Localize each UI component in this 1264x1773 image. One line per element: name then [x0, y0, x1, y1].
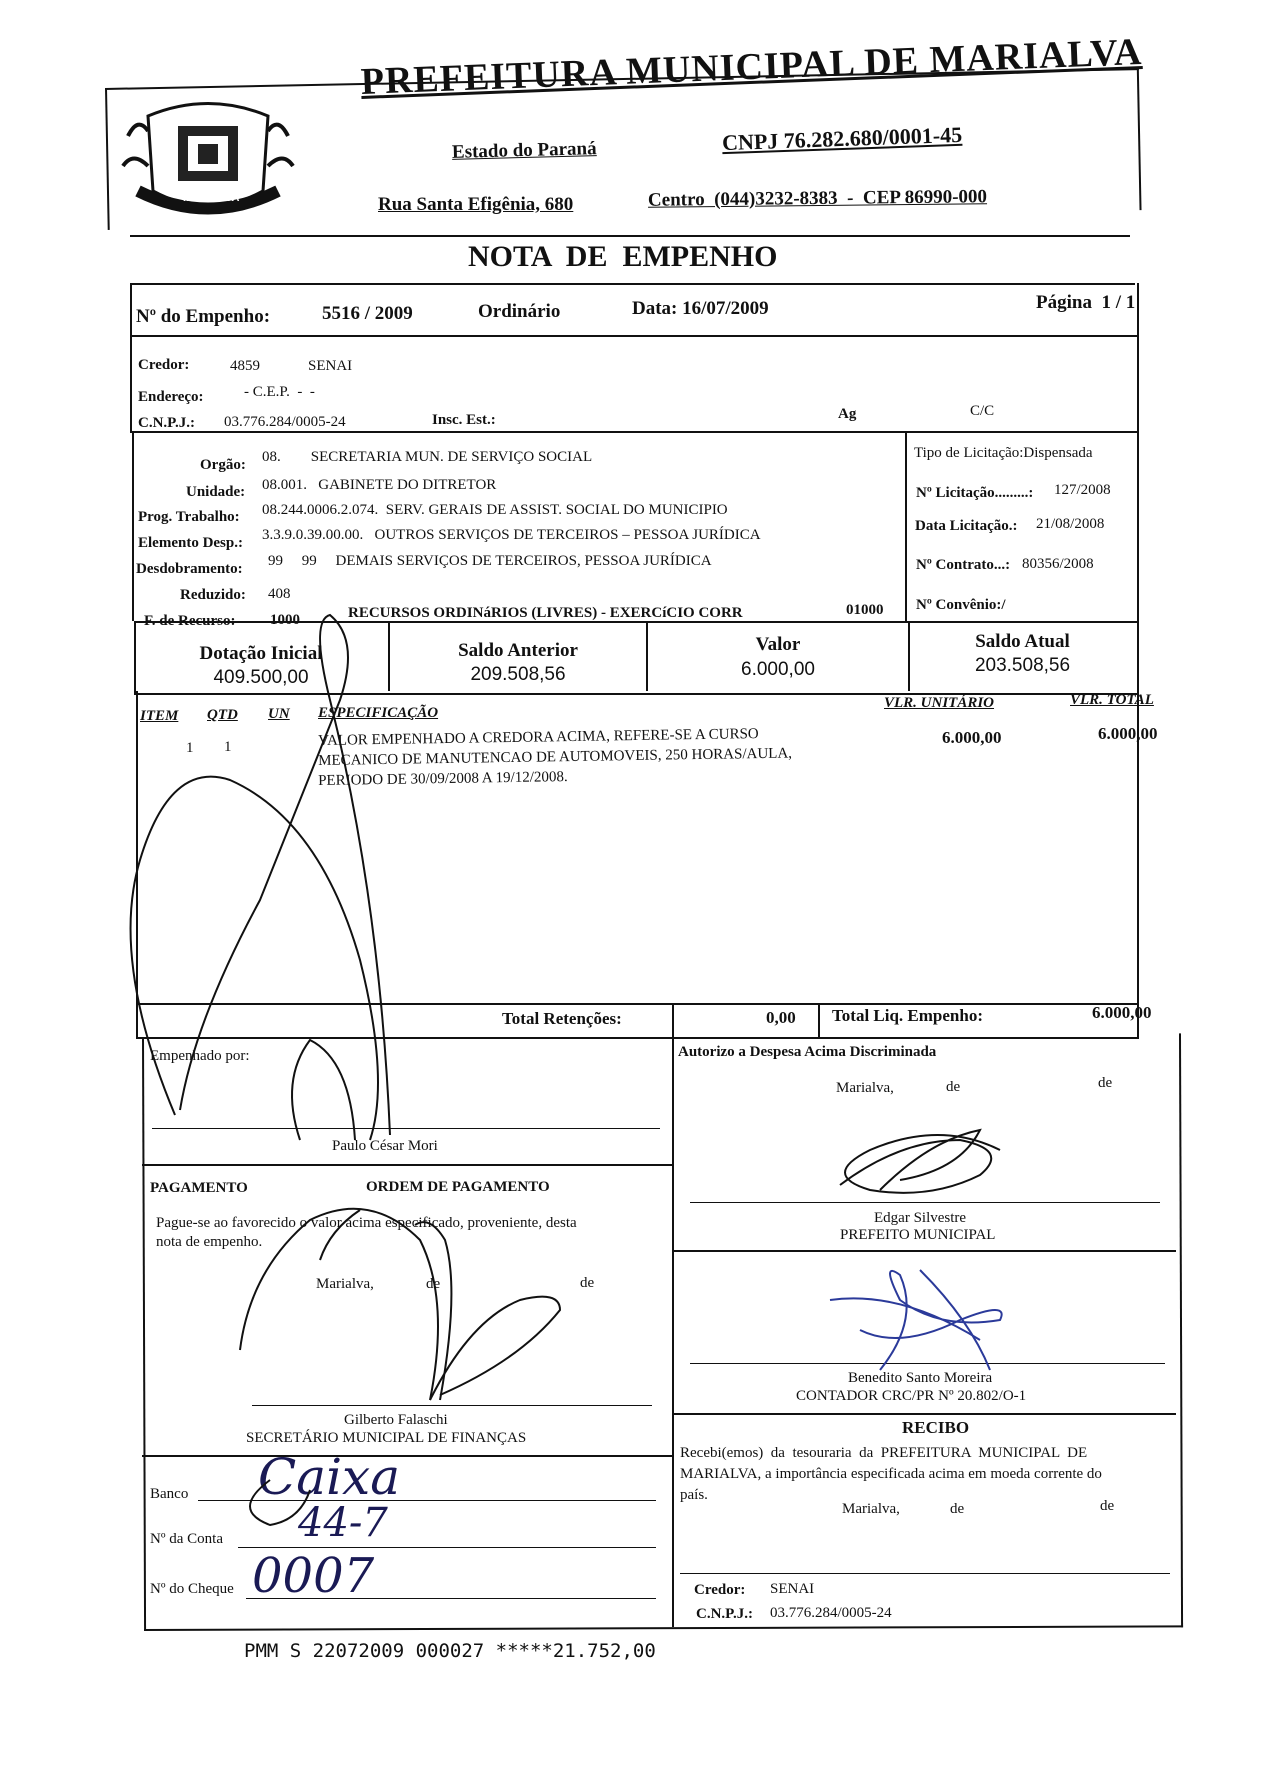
cheque-value: 0007 [252, 1548, 375, 1604]
licitacao-type: Tipo de Licitação:Dispensada [914, 445, 1093, 461]
autorizo-name: Edgar Silvestre [874, 1210, 967, 1226]
empenho-number: 5516 / 2009 [322, 303, 413, 324]
pagamento-de-2: de [580, 1275, 595, 1291]
page-title: PREFEITURA MUNICIPAL DE MARIALVA [360, 30, 1143, 103]
contador-name: Benedito Santo Moreira [848, 1370, 993, 1386]
pagamento-de-1: de [426, 1276, 441, 1292]
col-spec: ESPECIFICAÇÃO [318, 705, 439, 721]
banco-value: Caixa [258, 1448, 401, 1506]
elemento-value: 3.3.9.0.39.00.00. OUTROS SERVIÇOS DE TERCEIROS – PESSOA JURÍDICA [262, 527, 761, 543]
col-item: ITEM [140, 708, 179, 724]
licitacao-number-label: Nº Licitação.........: [916, 485, 1034, 501]
page-number: Página 1 / 1 [1036, 292, 1136, 313]
header-cnpj: CNPJ 76.282.680/0001-45 [721, 121, 963, 156]
col-un: UN [268, 706, 290, 722]
saldo-value-anterior: 209.508,56 [470, 664, 566, 685]
orgao-value: 08. SECRETARIA MUN. DE SERVIÇO SOCIAL [262, 449, 593, 465]
header-contact: Centro (044)3232-8383 - CEP 86990-000 [647, 186, 988, 211]
autorizo-de-2: de [1098, 1075, 1113, 1091]
contador-role: CONTADOR CRC/PR Nº 20.802/O-1 [796, 1388, 1027, 1404]
saldo-value-valor: 6.000,00 [741, 659, 815, 680]
doc-title: NOTA DE EMPENHO [468, 240, 778, 273]
recurso-number: 01000 [846, 602, 884, 618]
retencoes-label: Total Retenções: [502, 1009, 622, 1028]
recibo-de-2: de [1100, 1498, 1115, 1514]
pagamento-name: Gilberto Falaschi [344, 1412, 448, 1428]
cnpj-value: 03.776.284/0005-24 [224, 414, 346, 430]
recibo-cnpj-label: C.N.P.J.: [696, 1606, 753, 1622]
contrato-value: 80356/2008 [1022, 556, 1094, 572]
pagamento-place: Marialva, [316, 1276, 374, 1292]
saldo-value-dotacao: 409.500,00 [213, 667, 309, 688]
endereco-value: - C.E.P. - - [244, 384, 315, 400]
item-number: 1 [186, 740, 194, 756]
recibo-text-3: país. [680, 1487, 708, 1503]
unidade-label: Unidade: [186, 484, 246, 500]
recibo-credor-label: Credor: [694, 1582, 746, 1598]
footer-stamp: PMM S 22072009 000027 *****21.752,00 [244, 1640, 656, 1662]
desdobramento-label: Desdobramento: [136, 561, 243, 577]
autorizo-de-1: de [946, 1079, 961, 1095]
credor-label: Credor: [138, 357, 190, 373]
conta-corrente-label: C/C [970, 403, 995, 419]
empenho-date: Data: 16/07/2009 [632, 298, 769, 319]
convenio-label: Nº Convênio:/ [916, 597, 1006, 613]
saldo-value-atual: 203.508,56 [974, 655, 1071, 676]
empenho-type: Ordinário [478, 301, 561, 322]
pagamento-role: SECRETÁRIO MUNICIPAL DE FINANÇAS [246, 1430, 527, 1446]
credor-code: 4859 [230, 358, 260, 374]
recibo-text-1: Recebi(emos) da tesouraria da PREFEITURA MUNICIPAL DE [680, 1445, 1088, 1461]
recurso-label: F. de Recurso: [144, 613, 236, 629]
recibo-text-2: MARIALVA, a importância especificada acima em moeda corrente do [680, 1466, 1102, 1482]
cheque-label: Nº do Cheque [150, 1581, 234, 1597]
licitacao-date-label: Data Licitação.: [915, 518, 1018, 534]
prog-value: 08.244.0006.2.074. SERV. GERAIS DE ASSIST. SOCIAL DO MUNICIPIO [262, 502, 728, 518]
orgao-label: Orgão: [200, 457, 246, 473]
empenhado-name: Paulo César Mori [332, 1138, 438, 1154]
autorizo-place: Marialva, [836, 1080, 894, 1096]
recurso-code: 1000 [270, 612, 300, 628]
header-address: Rua Santa Efigênia, 680 [378, 194, 574, 215]
ordem-label: ORDEM DE PAGAMENTO [366, 1179, 550, 1195]
licitacao-number: 127/2008 [1054, 482, 1111, 498]
col-unit-value: VLR. UNITÁRIO [884, 695, 995, 711]
recibo-title: RECIBO [902, 1418, 970, 1437]
credor-name: SENAI [308, 358, 353, 374]
licitacao-date: 21/08/2008 [1036, 516, 1105, 532]
saldo-label-dotacao: Dotação Inicial [199, 643, 323, 664]
item-desc-line2: MECANICO DE MANUTENCAO DE AUTOMOVEIS, 250 HORAS/AULA, [318, 745, 793, 769]
liq-label: Total Liq. Empenho: [832, 1006, 983, 1025]
pagamento-text-2: nota de empenho. [156, 1234, 263, 1250]
item-unit-value: 6.000,00 [942, 728, 1002, 747]
banco-label: Banco [150, 1486, 189, 1502]
seal-text: MARIALVA [183, 192, 240, 204]
insc-label: Insc. Est.: [432, 412, 496, 428]
reduzido-value: 408 [268, 586, 291, 602]
pagamento-label: PAGAMENTO [150, 1180, 248, 1196]
pagamento-text-1: Pague-se ao favorecido o valor acima especificado, proveniente, desta [156, 1215, 577, 1231]
item-total-value: 6.000,00 [1098, 724, 1158, 743]
recibo-credor-value: SENAI [770, 1581, 815, 1597]
recibo-de-1: de [950, 1501, 965, 1517]
elemento-label: Elemento Desp.: [138, 535, 243, 551]
empenho-label: Nº do Empenho: [136, 306, 271, 327]
contrato-label: Nº Contrato...: [916, 557, 1011, 573]
col-qtd: QTD [207, 707, 238, 723]
empenhado-label: Empenhado por: [150, 1048, 250, 1064]
item-qty: 1 [224, 739, 232, 755]
state-label: Estado do Paraná [451, 138, 597, 163]
saldo-label-anterior: Saldo Anterior [458, 640, 578, 661]
liq-value: 6.000,00 [1092, 1003, 1152, 1022]
saldo-label-valor: Valor [755, 634, 801, 655]
conta-label: Nº da Conta [150, 1531, 223, 1547]
prog-label: Prog. Trabalho: [138, 509, 240, 525]
autorizo-role: PREFEITO MUNICIPAL [840, 1227, 996, 1243]
recurso-desc: RECURSOS ORDINáRIOS (LIVRES) - EXERCíCIO CORR [348, 605, 743, 621]
desdobramento-value: 99 99 DEMAIS SERVIÇOS DE TERCEIROS, PESSOA JURÍDICA [268, 553, 712, 569]
recibo-cnpj-value: 03.776.284/0005-24 [770, 1605, 892, 1621]
endereco-label: Endereço: [138, 389, 204, 405]
conta-value: 44-7 [298, 1500, 388, 1546]
reduzido-label: Reduzido: [180, 587, 246, 603]
cnpj-label: C.N.P.J.: [138, 415, 195, 431]
item-desc-line1: VALOR EMPENHADO A CREDORA ACIMA, REFERE-SE A CURSO [318, 726, 759, 749]
item-desc-line3: PERIODO DE 30/09/2008 A 19/12/2008. [318, 769, 568, 789]
saldo-label-atual: Saldo Atual [975, 631, 1070, 652]
unidade-value: 08.001. GABINETE DO DITRETOR [262, 477, 497, 493]
autorizo-label: Autorizo a Despesa Acima Discriminada [678, 1044, 937, 1060]
retencoes-value: 0,00 [766, 1008, 796, 1027]
agencia-label: Ag [838, 406, 857, 422]
recibo-place: Marialva, [842, 1501, 900, 1517]
col-total-value: VLR. TOTAL [1070, 692, 1154, 708]
